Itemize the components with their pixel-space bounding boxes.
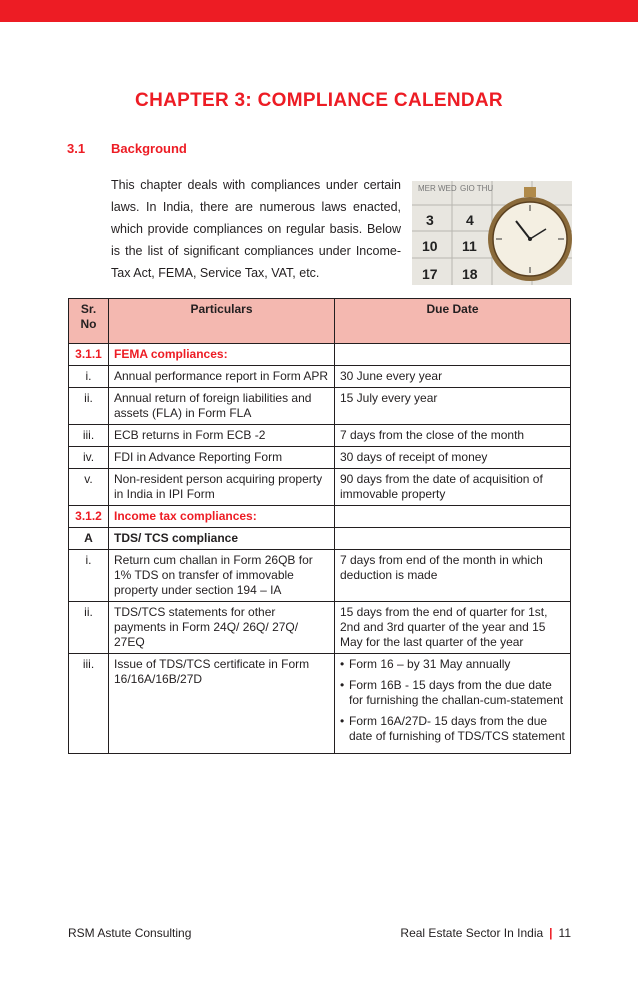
header-particulars: Particulars <box>109 299 335 344</box>
due-date-cell: 7 days from the close of the month <box>335 425 571 447</box>
particulars-cell: Annual performance report in Form APR <box>109 366 335 388</box>
calendar-clock-image <box>412 181 572 285</box>
table-row <box>69 654 571 754</box>
due-date-bullet: • Form 16 – by 31 May annually <box>340 657 565 672</box>
due-date-cell: 7 days from end of the month in which deduction is made <box>335 550 571 602</box>
due-date-cell: 90 days from the date of acquisition of immovable property <box>335 469 571 506</box>
due-date-bullet: • Form 16A/27D- 15 days from the due date of furnishing of TDS/TCS statement <box>340 714 565 744</box>
header-due-date: Due Date <box>335 299 571 344</box>
sr-cell: i. <box>69 366 109 388</box>
due-date-bullet: • Form 16B - 15 days from the due date for furnishing the challan-cum-statement <box>340 678 565 708</box>
section-title: Background <box>111 141 187 156</box>
due-date-cell: 30 June every year <box>335 366 571 388</box>
section-number-cell: 3.1.2 <box>69 506 109 528</box>
calendar-date: 3 <box>426 212 434 228</box>
particulars-cell: FDI in Advance Reporting Form <box>109 447 335 469</box>
footer-right <box>400 926 571 940</box>
due-date-cell <box>335 654 571 754</box>
header-sr-no: Sr. No <box>69 299 109 344</box>
section-row-income-tax <box>69 506 571 528</box>
due-date-bullet-list <box>340 657 565 744</box>
calendar-date: 10 <box>422 238 438 254</box>
particulars-cell: Issue of TDS/TCS certificate in Form 16/16A/16B/27D <box>109 654 335 754</box>
subsection-title-cell: TDS/ TCS compliance <box>109 528 335 550</box>
calendar-date: 17 <box>422 266 438 282</box>
sr-cell: v. <box>69 469 109 506</box>
section-title-cell: FEMA compliances: <box>109 344 335 366</box>
table-row <box>69 388 571 425</box>
table-row <box>69 550 571 602</box>
particulars-cell: TDS/TCS statements for other payments in Form 24Q/ 26Q/ 27Q/ 27EQ <box>109 602 335 654</box>
page-number: 11 <box>558 926 571 940</box>
section-number-cell: 3.1.1 <box>69 344 109 366</box>
table-row <box>69 602 571 654</box>
footer-separator: | <box>549 926 553 940</box>
subsection-letter-cell: A <box>69 528 109 550</box>
calendar-date: 18 <box>462 266 478 282</box>
top-red-bar <box>0 0 638 22</box>
calendar-date: 4 <box>466 212 474 228</box>
sr-cell: iii. <box>69 654 109 754</box>
due-date-cell: 15 days from the end of quarter for 1st, 2nd and 3rd quarter of the year and 15 May for the last quarter of the year <box>335 602 571 654</box>
calendar-day-label: GIO THU <box>460 184 494 193</box>
due-date-cell: 30 days of receipt of money <box>335 447 571 469</box>
section-title-cell: Income tax compliances: <box>109 506 335 528</box>
table-row <box>69 469 571 506</box>
subsection-row-tds <box>69 528 571 550</box>
sr-cell: ii. <box>69 388 109 425</box>
table-row <box>69 366 571 388</box>
sr-cell: iv. <box>69 447 109 469</box>
sr-cell: ii. <box>69 602 109 654</box>
particulars-cell: ECB returns in Form ECB -2 <box>109 425 335 447</box>
table-header-row <box>69 299 571 344</box>
particulars-cell: Non-resident person acquiring property in India in IPI Form <box>109 469 335 506</box>
footer-company: RSM Astute Consulting <box>68 926 192 940</box>
sr-cell: iii. <box>69 425 109 447</box>
particulars-cell: Annual return of foreign liabilities and assets (FLA) in Form FLA <box>109 388 335 425</box>
table-row <box>69 425 571 447</box>
due-date-cell: 15 July every year <box>335 388 571 425</box>
compliance-table <box>68 298 571 754</box>
section-row-fema <box>69 344 571 366</box>
intro-paragraph: This chapter deals with compliances under certain laws. In India, there are numerous laws enacted, which provide compliances on regular basis. Below is the list of significant compliances under Income-Tax Act, FEMA, Service Tax, VAT, etc. <box>111 178 401 280</box>
particulars-cell: Return cum challan in Form 26QB for 1% TDS on transfer of immovable property under section 194 – IA <box>109 550 335 602</box>
section-number: 3.1 <box>67 141 86 156</box>
calendar-date: 11 <box>462 238 477 254</box>
sr-cell: i. <box>69 550 109 602</box>
calendar-day-label: MER WED <box>418 184 457 193</box>
table-row <box>69 447 571 469</box>
footer-document-title: Real Estate Sector In India <box>400 926 544 940</box>
chapter-title: CHAPTER 3: COMPLIANCE CALENDAR <box>135 90 503 111</box>
